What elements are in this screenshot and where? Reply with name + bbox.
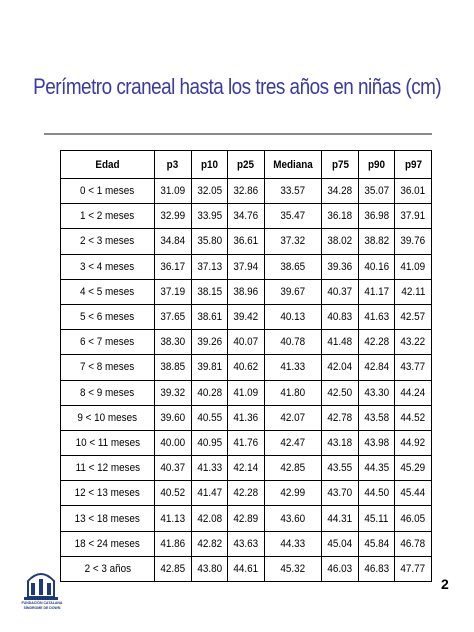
value-cell: 33.95 <box>191 204 228 229</box>
age-cell: 8 < 9 meses <box>61 380 155 405</box>
value-cell: 41.48 <box>322 330 359 355</box>
page-number: 2 <box>441 576 449 592</box>
value-cell: 44.24 <box>395 380 432 405</box>
value-cell: 43.63 <box>228 531 265 556</box>
fundacion-logo-icon <box>18 567 64 603</box>
age-cell: 12 < 13 meses <box>61 481 155 506</box>
value-cell: 44.52 <box>395 405 432 430</box>
value-cell: 43.30 <box>358 380 395 405</box>
logo-text-line2: SÍNDROME DE DOWN <box>23 606 61 610</box>
value-cell: 34.28 <box>322 179 359 204</box>
value-cell: 37.32 <box>264 229 321 254</box>
table-row <box>61 254 432 279</box>
value-cell: 40.62 <box>228 355 265 380</box>
value-cell: 40.16 <box>358 254 395 279</box>
header-p25: p25 <box>228 151 265 179</box>
value-cell: 45.44 <box>395 481 432 506</box>
value-cell: 44.50 <box>358 481 395 506</box>
value-cell: 41.86 <box>155 531 192 556</box>
value-cell: 33.57 <box>264 179 321 204</box>
value-cell: 46.78 <box>395 531 432 556</box>
table-row <box>61 304 432 329</box>
value-cell: 36.18 <box>322 204 359 229</box>
table-row <box>61 355 432 380</box>
table-row <box>61 279 432 304</box>
value-cell: 45.11 <box>358 506 395 531</box>
logo-text-line1: FUNDACIÓN CATALANA <box>21 601 63 605</box>
value-cell: 46.05 <box>395 506 432 531</box>
value-cell: 42.47 <box>264 430 321 455</box>
table-row <box>61 179 432 204</box>
value-cell: 36.61 <box>228 229 265 254</box>
table-header-row <box>61 151 432 179</box>
age-cell: 4 < 5 meses <box>61 279 155 304</box>
value-cell: 45.04 <box>322 531 359 556</box>
value-cell: 43.77 <box>395 355 432 380</box>
value-cell: 42.84 <box>358 355 395 380</box>
table-row <box>61 531 432 556</box>
age-cell: 5 < 6 meses <box>61 304 155 329</box>
value-cell: 34.76 <box>228 204 265 229</box>
value-cell: 41.47 <box>191 481 228 506</box>
age-cell: 10 < 11 meses <box>61 430 155 455</box>
value-cell: 41.36 <box>228 405 265 430</box>
table-row <box>61 204 432 229</box>
table-row <box>61 456 432 481</box>
value-cell: 41.33 <box>191 456 228 481</box>
age-cell: 7 < 8 meses <box>61 355 155 380</box>
value-cell: 42.85 <box>155 556 192 581</box>
value-cell: 44.31 <box>322 506 359 531</box>
value-cell: 38.85 <box>155 355 192 380</box>
value-cell: 44.33 <box>264 531 321 556</box>
value-cell: 45.84 <box>358 531 395 556</box>
header-p75: p75 <box>322 151 359 179</box>
header-p3: p3 <box>155 151 192 179</box>
header-p97: p97 <box>395 151 432 179</box>
value-cell: 32.05 <box>191 179 228 204</box>
age-cell: 3 < 4 meses <box>61 254 155 279</box>
table-row <box>61 430 432 455</box>
value-cell: 42.89 <box>228 506 265 531</box>
age-cell: 1 < 2 meses <box>61 204 155 229</box>
value-cell: 42.50 <box>322 380 359 405</box>
value-cell: 42.99 <box>264 481 321 506</box>
value-cell: 42.82 <box>191 531 228 556</box>
value-cell: 35.07 <box>358 179 395 204</box>
value-cell: 36.17 <box>155 254 192 279</box>
value-cell: 36.01 <box>395 179 432 204</box>
value-cell: 40.52 <box>155 481 192 506</box>
value-cell: 43.98 <box>358 430 395 455</box>
value-cell: 38.15 <box>191 279 228 304</box>
header-edad: Edad <box>61 151 155 179</box>
table-row <box>61 506 432 531</box>
age-cell: 11 < 12 meses <box>61 456 155 481</box>
value-cell: 38.61 <box>191 304 228 329</box>
value-cell: 40.78 <box>264 330 321 355</box>
value-cell: 39.67 <box>264 279 321 304</box>
value-cell: 46.03 <box>322 556 359 581</box>
value-cell: 41.17 <box>358 279 395 304</box>
value-cell: 38.30 <box>155 330 192 355</box>
value-cell: 42.78 <box>322 405 359 430</box>
value-cell: 41.76 <box>228 430 265 455</box>
value-cell: 40.00 <box>155 430 192 455</box>
table-row <box>61 330 432 355</box>
value-cell: 47.77 <box>395 556 432 581</box>
value-cell: 38.82 <box>358 229 395 254</box>
table-row <box>61 229 432 254</box>
value-cell: 40.37 <box>322 279 359 304</box>
value-cell: 43.18 <box>322 430 359 455</box>
value-cell: 40.07 <box>228 330 265 355</box>
value-cell: 38.65 <box>264 254 321 279</box>
value-cell: 42.85 <box>264 456 321 481</box>
value-cell: 40.37 <box>155 456 192 481</box>
age-cell: 2 < 3 años <box>61 556 155 581</box>
table-row <box>61 556 432 581</box>
value-cell: 40.28 <box>191 380 228 405</box>
age-cell: 9 < 10 meses <box>61 405 155 430</box>
value-cell: 39.32 <box>155 380 192 405</box>
value-cell: 41.33 <box>264 355 321 380</box>
value-cell: 41.63 <box>358 304 395 329</box>
header-p10: p10 <box>191 151 228 179</box>
value-cell: 43.80 <box>191 556 228 581</box>
value-cell: 42.07 <box>264 405 321 430</box>
value-cell: 37.19 <box>155 279 192 304</box>
value-cell: 39.76 <box>395 229 432 254</box>
value-cell: 44.35 <box>358 456 395 481</box>
value-cell: 43.60 <box>264 506 321 531</box>
value-cell: 38.96 <box>228 279 265 304</box>
value-cell: 42.28 <box>228 481 265 506</box>
table-row <box>61 380 432 405</box>
value-cell: 42.08 <box>191 506 228 531</box>
age-cell: 13 < 18 meses <box>61 506 155 531</box>
header-p90: p90 <box>358 151 395 179</box>
value-cell: 41.09 <box>228 380 265 405</box>
value-cell: 40.83 <box>322 304 359 329</box>
value-cell: 37.13 <box>191 254 228 279</box>
value-cell: 43.22 <box>395 330 432 355</box>
age-cell: 6 < 7 meses <box>61 330 155 355</box>
table-row <box>61 481 432 506</box>
value-cell: 43.70 <box>322 481 359 506</box>
header-mediana: Mediana <box>264 151 321 179</box>
value-cell: 45.32 <box>264 556 321 581</box>
age-cell: 2 < 3 meses <box>61 229 155 254</box>
value-cell: 42.04 <box>322 355 359 380</box>
value-cell: 40.13 <box>264 304 321 329</box>
value-cell: 46.83 <box>358 556 395 581</box>
age-cell: 0 < 1 meses <box>61 179 155 204</box>
value-cell: 32.86 <box>228 179 265 204</box>
value-cell: 32.99 <box>155 204 192 229</box>
table-body <box>61 179 432 582</box>
value-cell: 37.65 <box>155 304 192 329</box>
value-cell: 42.14 <box>228 456 265 481</box>
value-cell: 42.57 <box>395 304 432 329</box>
value-cell: 44.92 <box>395 430 432 455</box>
value-cell: 38.02 <box>322 229 359 254</box>
value-cell: 42.28 <box>358 330 395 355</box>
value-cell: 41.09 <box>395 254 432 279</box>
value-cell: 39.42 <box>228 304 265 329</box>
value-cell: 41.80 <box>264 380 321 405</box>
value-cell: 45.29 <box>395 456 432 481</box>
value-cell: 39.60 <box>155 405 192 430</box>
table-row <box>61 405 432 430</box>
value-cell: 39.81 <box>191 355 228 380</box>
value-cell: 37.91 <box>395 204 432 229</box>
slide-title: Perímetro craneal hasta los tres años en niñas (cm) <box>33 74 442 99</box>
value-cell: 40.55 <box>191 405 228 430</box>
age-cell: 18 < 24 meses <box>61 531 155 556</box>
title-divider <box>44 133 432 135</box>
value-cell: 35.47 <box>264 204 321 229</box>
value-cell: 39.26 <box>191 330 228 355</box>
value-cell: 42.11 <box>395 279 432 304</box>
value-cell: 36.98 <box>358 204 395 229</box>
value-cell: 37.94 <box>228 254 265 279</box>
value-cell: 31.09 <box>155 179 192 204</box>
value-cell: 39.36 <box>322 254 359 279</box>
value-cell: 44.61 <box>228 556 265 581</box>
value-cell: 34.84 <box>155 229 192 254</box>
head-circumference-table <box>60 150 432 582</box>
value-cell: 40.95 <box>191 430 228 455</box>
value-cell: 43.58 <box>358 405 395 430</box>
value-cell: 41.13 <box>155 506 192 531</box>
value-cell: 43.55 <box>322 456 359 481</box>
value-cell: 35.80 <box>191 229 228 254</box>
